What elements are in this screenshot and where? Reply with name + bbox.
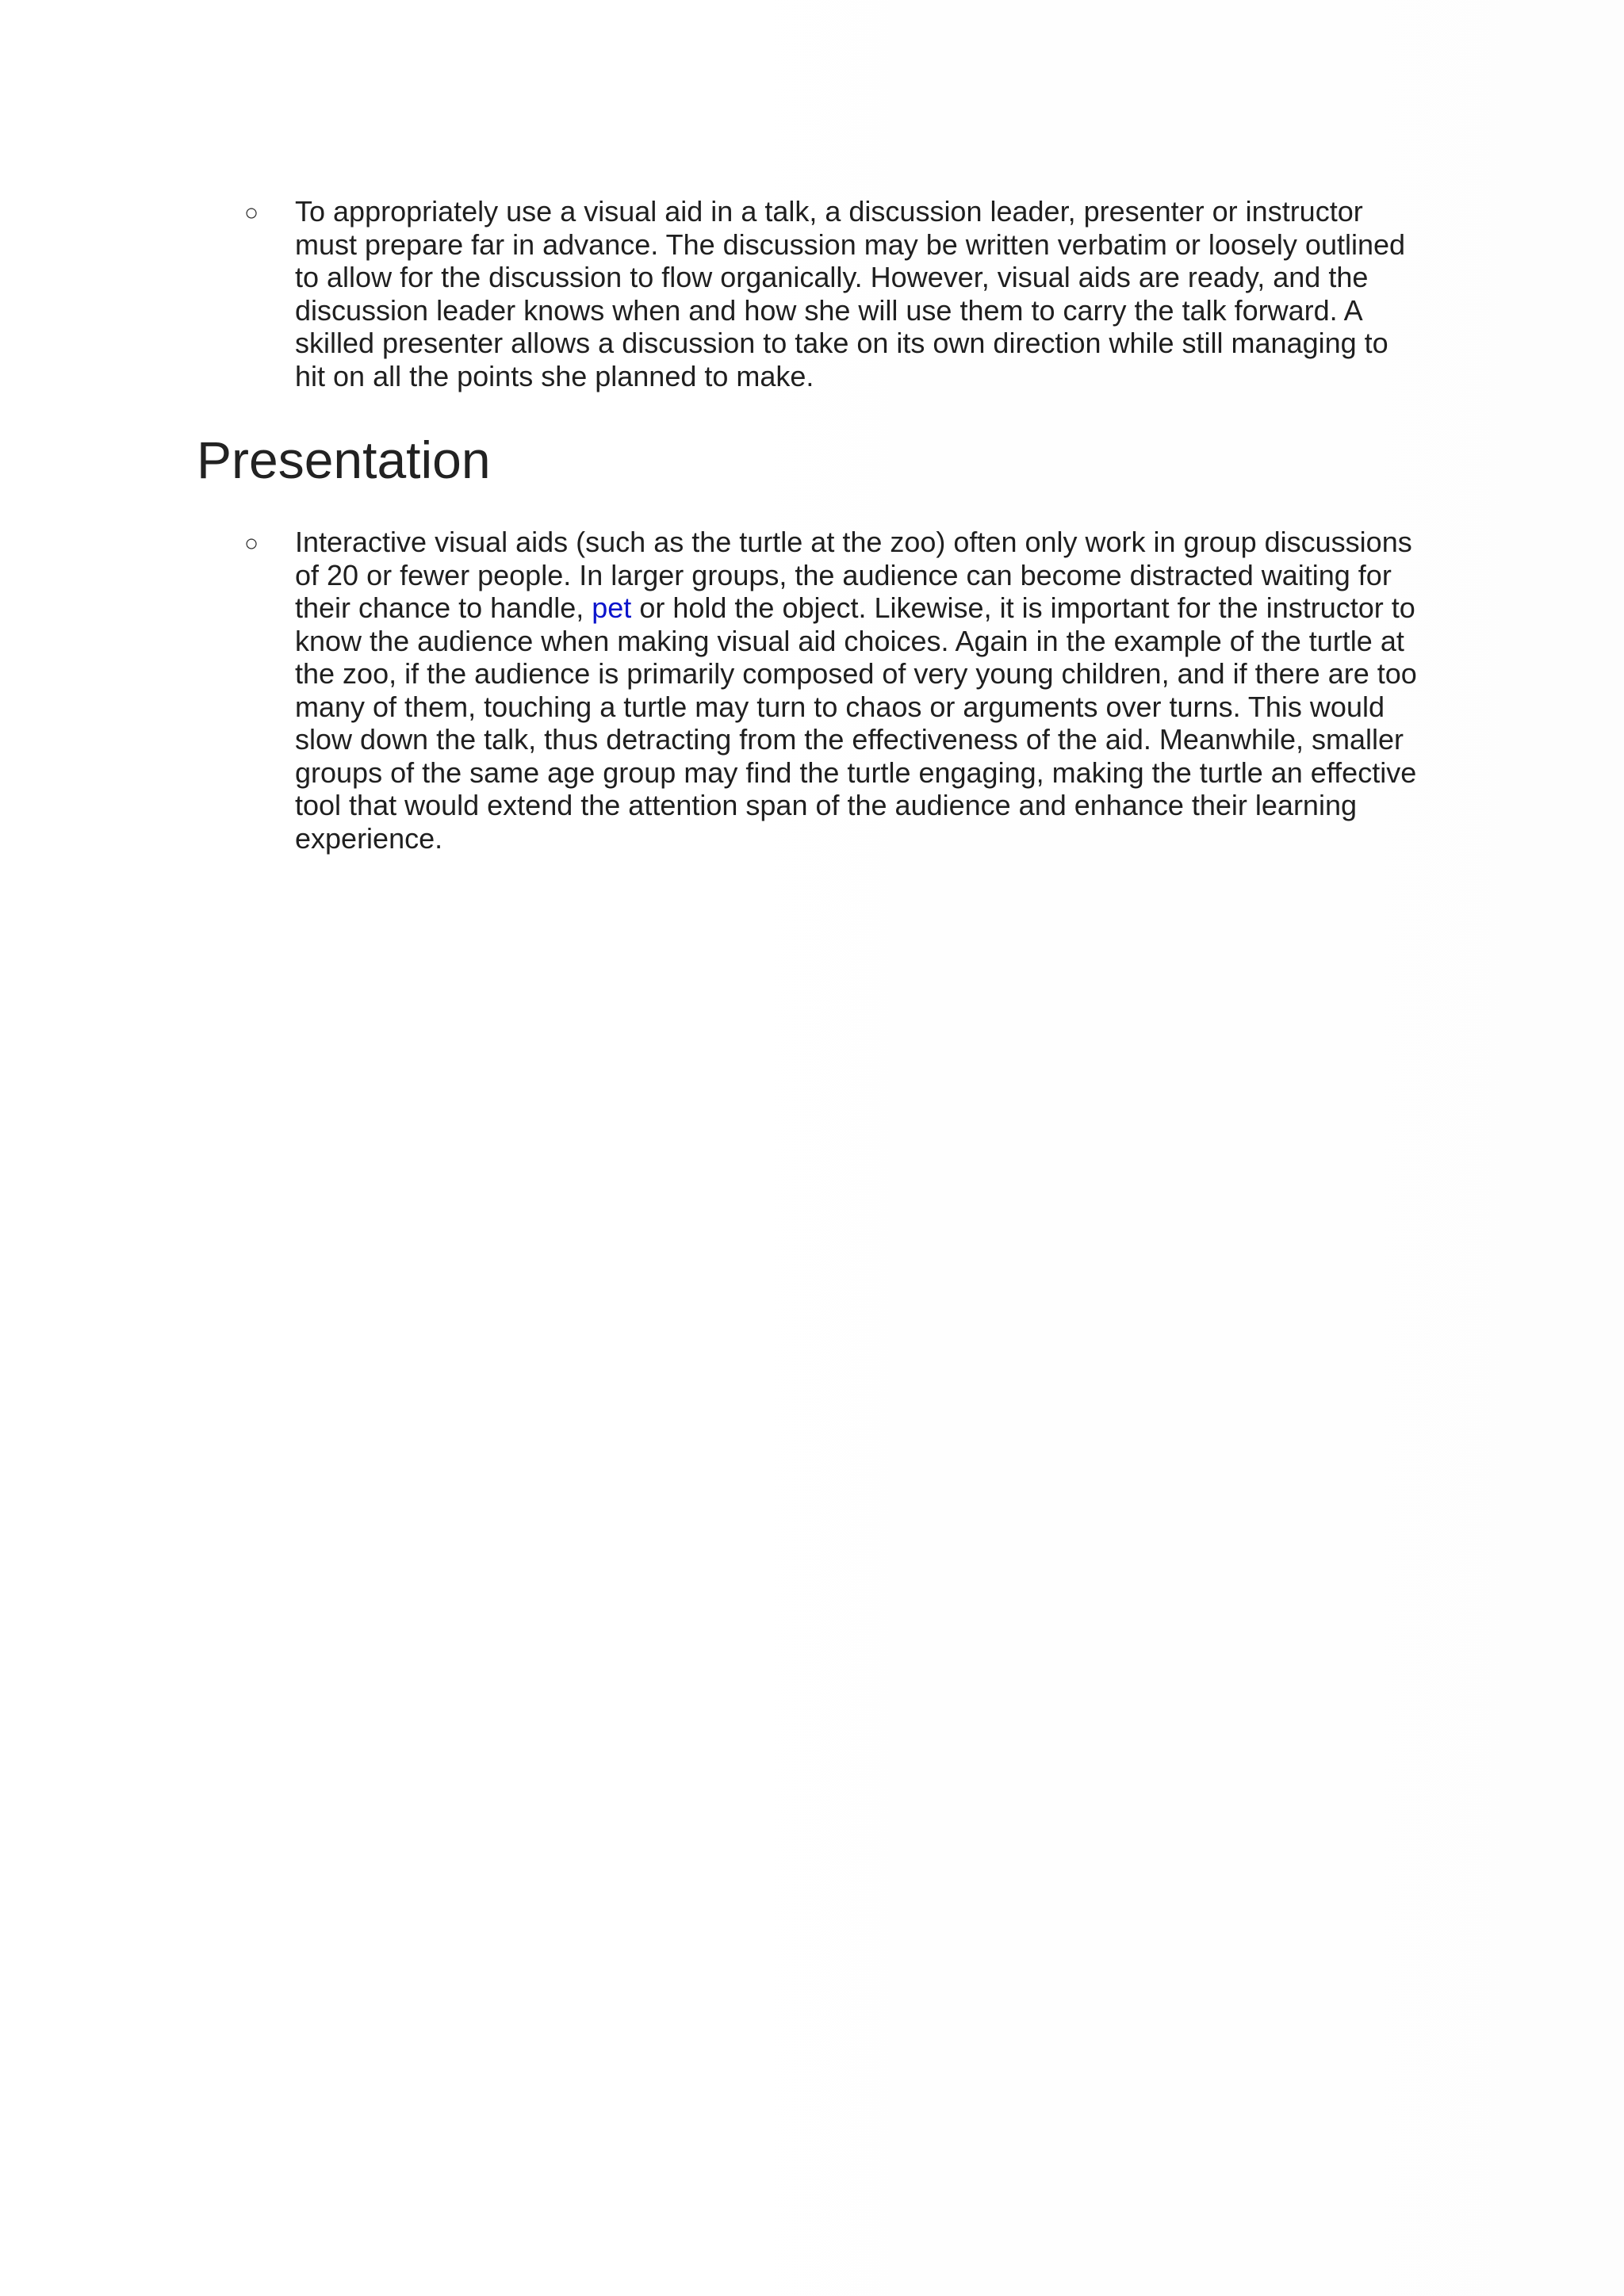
text-line: To appropriately use a visual aid in a talk, a discussion leader, presenter or instructor	[295, 195, 1363, 228]
pet-link[interactable]: pet	[592, 591, 632, 624]
section-heading: Presentation	[197, 430, 491, 489]
text-line: to allow for the discussion to flow organically. However, visual aids are ready, and the	[295, 261, 1369, 293]
text-line: groups of the same age group may find the turtle engaging, making the turtle an effective	[295, 756, 1417, 789]
text-line: know the audience when making visual aid choices. Again in the example of the turtle at	[295, 624, 1404, 657]
text-line: the zoo, if the audience is primarily composed of very young children, and if there are too	[295, 657, 1417, 690]
text-line: hit on all the points she planned to make.	[295, 359, 814, 392]
paragraph-preparation	[295, 195, 1445, 392]
text-line: skilled presenter allows a discussion to take on its own direction while still managing to	[295, 327, 1388, 359]
text-segment: or hold the object. Likewise, it is important for the instructor to	[631, 591, 1415, 624]
text-line: must prepare far in advance. The discussion may be written verbatim or loosely outlined	[295, 228, 1406, 261]
text-line: discussion leader knows when and how she will use them to carry the talk forward. A	[295, 293, 1363, 327]
text-line: of 20 or fewer people. In larger groups, the audience can become distracted waiting for	[295, 558, 1392, 591]
text-line-with-link	[295, 591, 1445, 625]
text-line: slow down the talk, thus detracting from the effectiveness of the aid. Meanwhile, smaller	[295, 723, 1404, 756]
text-line: experience.	[295, 821, 443, 855]
text-line: many of them, touching a turtle may turn to chaos or arguments over turns. This would	[295, 690, 1385, 723]
text-line: tool that would extend the attention span of the audience and enhance their learning	[295, 789, 1357, 821]
text-segment: their chance to handle,	[295, 591, 592, 624]
circle-bullet-icon: ○	[244, 530, 259, 557]
paragraph-presentation	[295, 526, 1445, 855]
circle-bullet-icon: ○	[244, 200, 259, 226]
text-line: Interactive visual aids (such as the turtle at the zoo) often only work in group discussions	[295, 526, 1412, 558]
